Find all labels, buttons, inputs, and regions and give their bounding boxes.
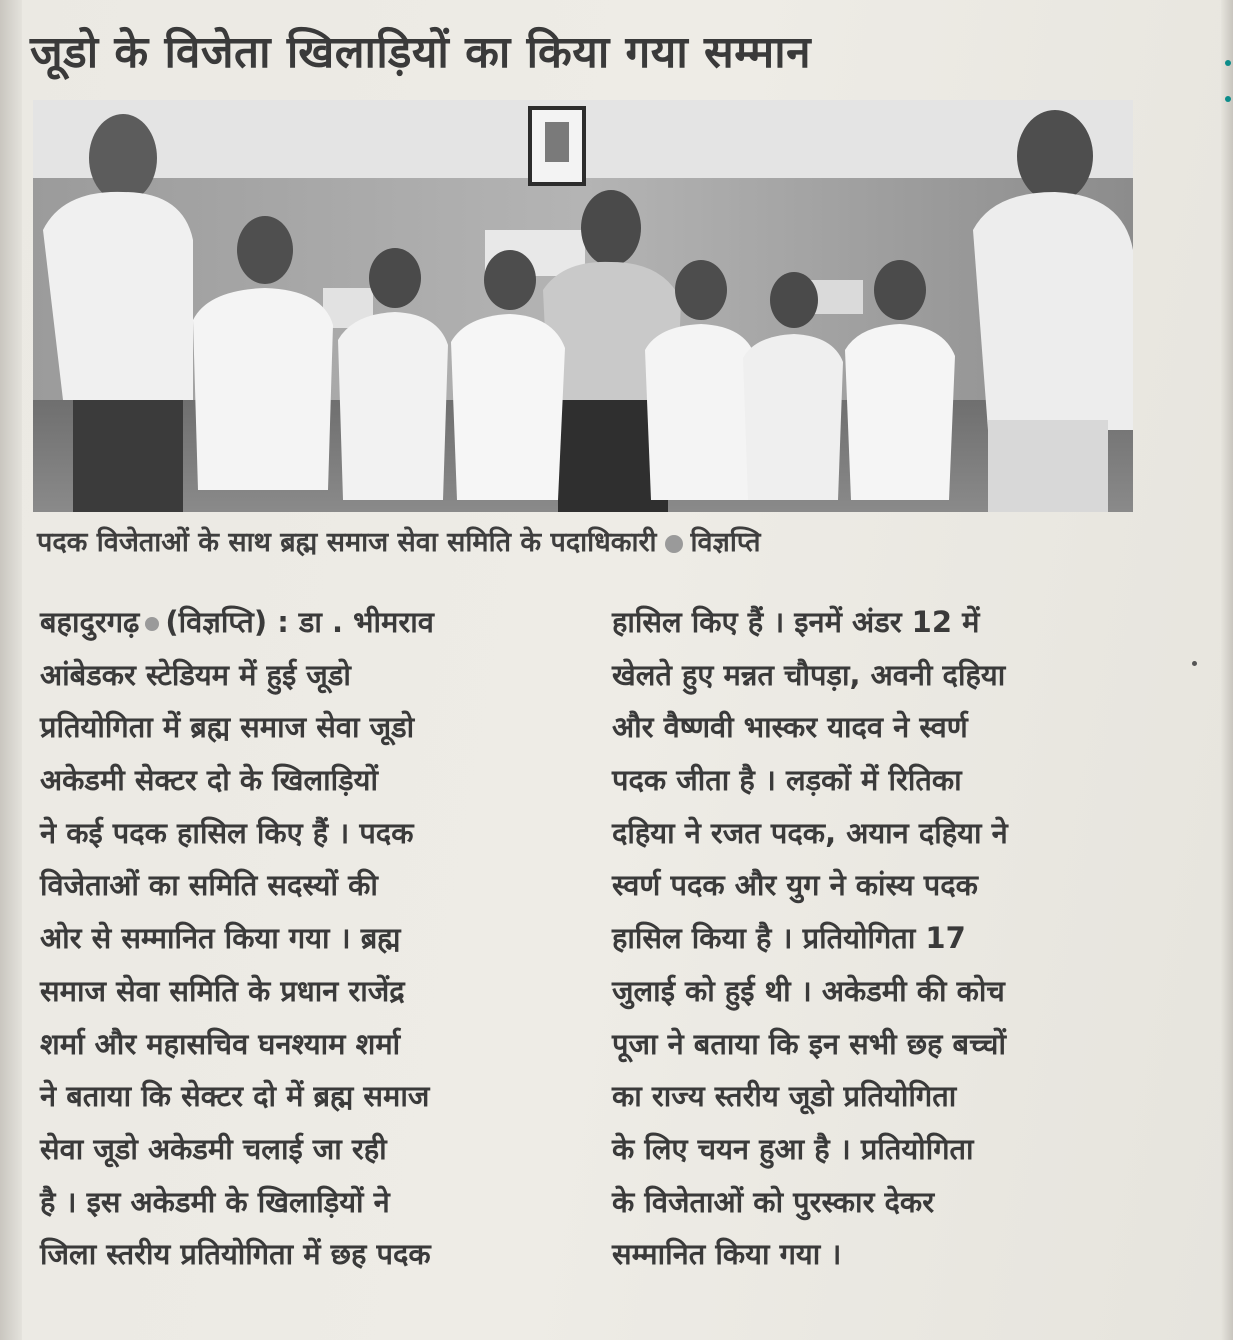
dateline-place: बहादुरगढ़ xyxy=(40,605,140,639)
article-line: हासिल किए हैं । इनमें अंडर 12 में xyxy=(612,605,980,639)
article-line: सेवा जूडो अकेडमी चलाई जा रही xyxy=(40,1131,387,1166)
caption-text: पदक विजेताओं के साथ ब्रह्म समाज सेवा समिति के पदाधिकारी xyxy=(37,527,657,558)
group-photo-illustration xyxy=(33,100,1133,512)
edge-dot xyxy=(1225,60,1231,66)
article-line: के लिए चयन हुआ है । प्रतियोगिता xyxy=(612,1131,974,1166)
article-line: ने बताया कि सेक्टर दो में ब्रह्म समाज xyxy=(40,1079,430,1114)
article-line: पदक जीता है । लड़कों में रितिका xyxy=(612,763,962,798)
article-line: ओर से सम्मानित किया गया । ब्रह्म xyxy=(40,921,401,956)
edge-dot xyxy=(1225,96,1231,102)
article-line: का राज्य स्तरीय जूडो प्रतियोगिता xyxy=(612,1079,957,1114)
article-line: खेलते हुए मन्नत चौपड़ा, अवनी दहिया xyxy=(612,657,1006,692)
page-fold-shadow xyxy=(0,0,22,1340)
article-column-right xyxy=(612,596,1152,1281)
page-edge-shadow xyxy=(1221,0,1233,1340)
article-line: आंबेडकर स्टेडियम में हुई जूडो xyxy=(40,657,351,692)
portrait-figure xyxy=(545,122,569,162)
dateline-bullet-icon xyxy=(145,617,159,631)
article-line: ने कई पदक हासिल किए हैं । पदक xyxy=(40,815,414,850)
dateline xyxy=(40,596,580,649)
article-line: अकेडमी सेक्टर दो के खिलाड़ियों xyxy=(40,763,379,798)
article-line: समाज सेवा समिति के प्रधान राजेंद्र xyxy=(40,973,405,1008)
photo-caption xyxy=(37,522,1137,559)
caption-credit: विज्ञप्ति xyxy=(690,527,761,558)
news-photo xyxy=(33,100,1133,512)
article-line: है । इस अकेडमी के खिलाड़ियों ने xyxy=(40,1184,390,1219)
article-line: पूजा ने बताया कि इन सभी छह बच्चों xyxy=(612,1026,1006,1061)
article-line: विजेताओं का समिति सदस्यों की xyxy=(40,868,378,903)
article-column-left xyxy=(40,596,580,1281)
article-line: जुलाई को हुई थी । अकेडमी की कोच xyxy=(612,973,1005,1008)
caption-bullet-icon xyxy=(665,535,683,553)
article-line: स्वर्ण पदक और युग ने कांस्य पदक xyxy=(612,868,978,903)
article-line: और वैष्णवी भास्कर यादव ने स्वर्ण xyxy=(612,710,968,745)
article-line: हासिल किया है । प्रतियोगिता 17 xyxy=(612,921,966,956)
headline: जूडो के विजेता खिलाड़ियों का किया गया सम्मान xyxy=(30,27,812,78)
dateline-agency: (विज्ञप्ति) : डा . भीमराव xyxy=(165,605,434,639)
article-line: के विजेताओं को पुरस्कार देकर xyxy=(612,1184,935,1219)
article-line: प्रतियोगिता में ब्रह्म समाज सेवा जूडो xyxy=(40,710,415,745)
article-line: जिला स्तरीय प्रतियोगिता में छह पदक xyxy=(40,1237,431,1272)
article-line: दहिया ने रजत पदक, अयान दहिया ने xyxy=(612,815,1008,850)
article-line: सम्मानित किया गया । xyxy=(612,1237,842,1272)
print-speck xyxy=(1192,661,1197,666)
article-line: शर्मा और महासचिव घनश्याम शर्मा xyxy=(40,1026,401,1061)
